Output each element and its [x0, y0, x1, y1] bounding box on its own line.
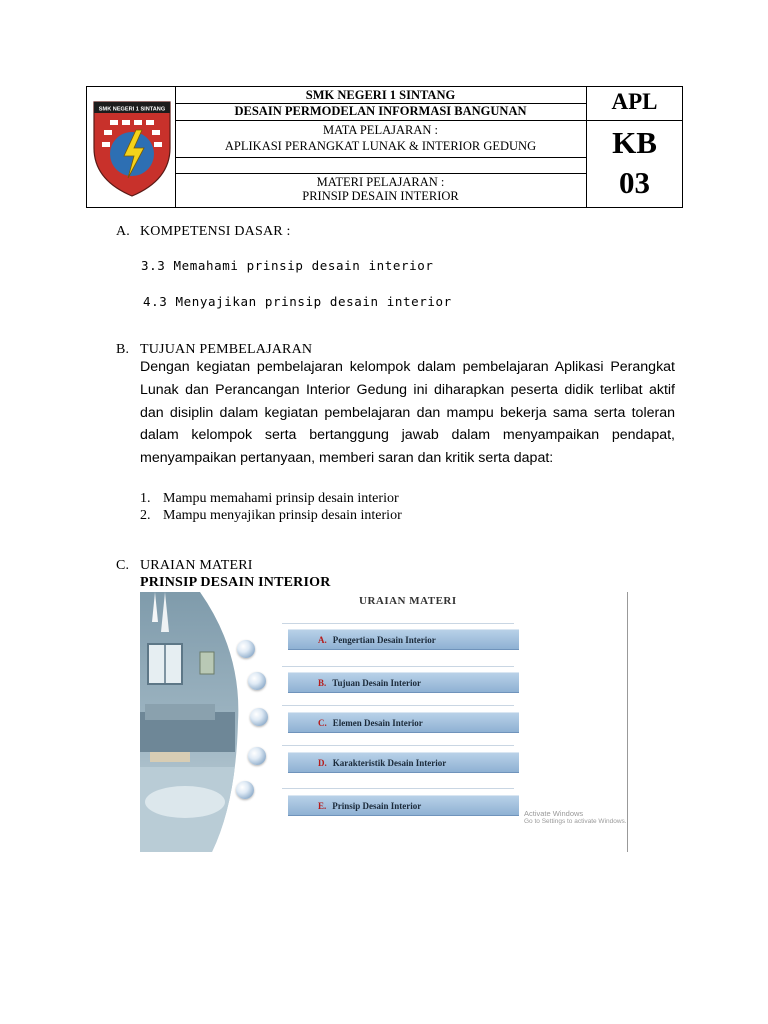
code-apl: APL: [611, 89, 658, 114]
section-c-marker: C.: [116, 558, 130, 573]
interior-room-photo: [140, 592, 240, 852]
program-name: DESAIN PERMODELAN INFORMASI BANGUNAN: [234, 104, 527, 118]
material-overview-image: [140, 592, 629, 852]
overview-item: [288, 629, 519, 650]
section-a-title: KOMPETENSI DASAR :: [140, 224, 291, 239]
overview-item: [288, 752, 519, 773]
section-c-title: URAIAN MATERI: [140, 558, 253, 573]
overview-item: [288, 672, 519, 693]
subject-name: APLIKASI PERANGKAT LUNAK & INTERIOR GEDUNG: [224, 139, 537, 153]
school-name: SMK NEGERI 1 SINTANG: [305, 88, 456, 102]
overview-item-label: Pengertian Desain Interior: [332, 635, 436, 645]
overview-item-letter: E.: [318, 801, 327, 811]
material-label: MATERI PELAJARAN :: [316, 175, 445, 189]
overview-item-letter: B.: [318, 678, 327, 688]
overview-item-letter: C.: [318, 718, 327, 728]
code-kb: KB: [612, 125, 657, 160]
material-name: PRINSIP DESAIN INTERIOR: [302, 189, 459, 203]
overview-item-letter: D.: [318, 758, 327, 768]
bubble-icon: [250, 708, 268, 726]
objective-item-2-number: 2.: [140, 508, 151, 523]
bubble-icon: [248, 672, 266, 690]
overview-item: [288, 795, 519, 816]
overview-item-label: Prinsip Desain Interior: [332, 801, 422, 811]
overview-title: URAIAN MATERI: [359, 595, 457, 607]
overview-item-letter: A.: [318, 635, 327, 645]
header-table: [86, 86, 683, 208]
objective-paragraph: [140, 356, 675, 470]
objective-text: Dengan kegiatan pembelajaran kelompok dalam pembelajaran Aplikasi Perangkat Lunak dan Perancangan Interior Gedung ini diharapkan peserta didik terlibat aktif dan disiplin dalam kegiatan pembelajaran dan mampu bekerja sama serta toleran dalam kelompok serta bertanggung jawab dalam menyampaikan pendapat, menyampaikan pertanyaan, memberi saran dan kritik serta dapat:: [140, 359, 675, 467]
kd-item-1: 3.3 Memahami prinsip desain interior: [141, 258, 434, 273]
section-c-subtitle: PRINSIP DESAIN INTERIOR: [140, 575, 331, 590]
school-logo: [90, 96, 174, 198]
section-b-title: TUJUAN PEMBELAJARAN: [140, 342, 313, 357]
bubble-icon: [237, 640, 255, 658]
kd-item-2: 4.3 Menyajikan prinsip desain interior: [143, 294, 452, 309]
code-number: 03: [619, 165, 650, 200]
overview-item-label: Elemen Desain Interior: [332, 718, 423, 728]
watermark-line-2: Go to Settings to activate Windows.: [524, 818, 627, 825]
overview-item-label: Karakteristik Desain Interior: [332, 758, 447, 768]
overview-item: [288, 712, 519, 733]
watermark-line-1: Activate Windows: [524, 809, 584, 818]
overview-item-label: Tujuan Desain Interior: [332, 678, 421, 688]
objective-item-1-number: 1.: [140, 491, 151, 506]
activation-watermark: [524, 810, 627, 826]
logo-text: SMK NEGERI 1 SINTANG: [98, 106, 166, 113]
section-b-marker: B.: [116, 342, 130, 357]
objective-item-1-text: Mampu memahami prinsip desain interior: [163, 491, 399, 506]
section-a-marker: A.: [116, 224, 131, 239]
bubble-icon: [248, 747, 266, 765]
objective-item-2-text: Mampu menyajikan prinsip desain interior: [163, 508, 402, 523]
bubble-icon: [236, 781, 254, 799]
subject-label: MATA PELAJARAN :: [323, 123, 438, 137]
